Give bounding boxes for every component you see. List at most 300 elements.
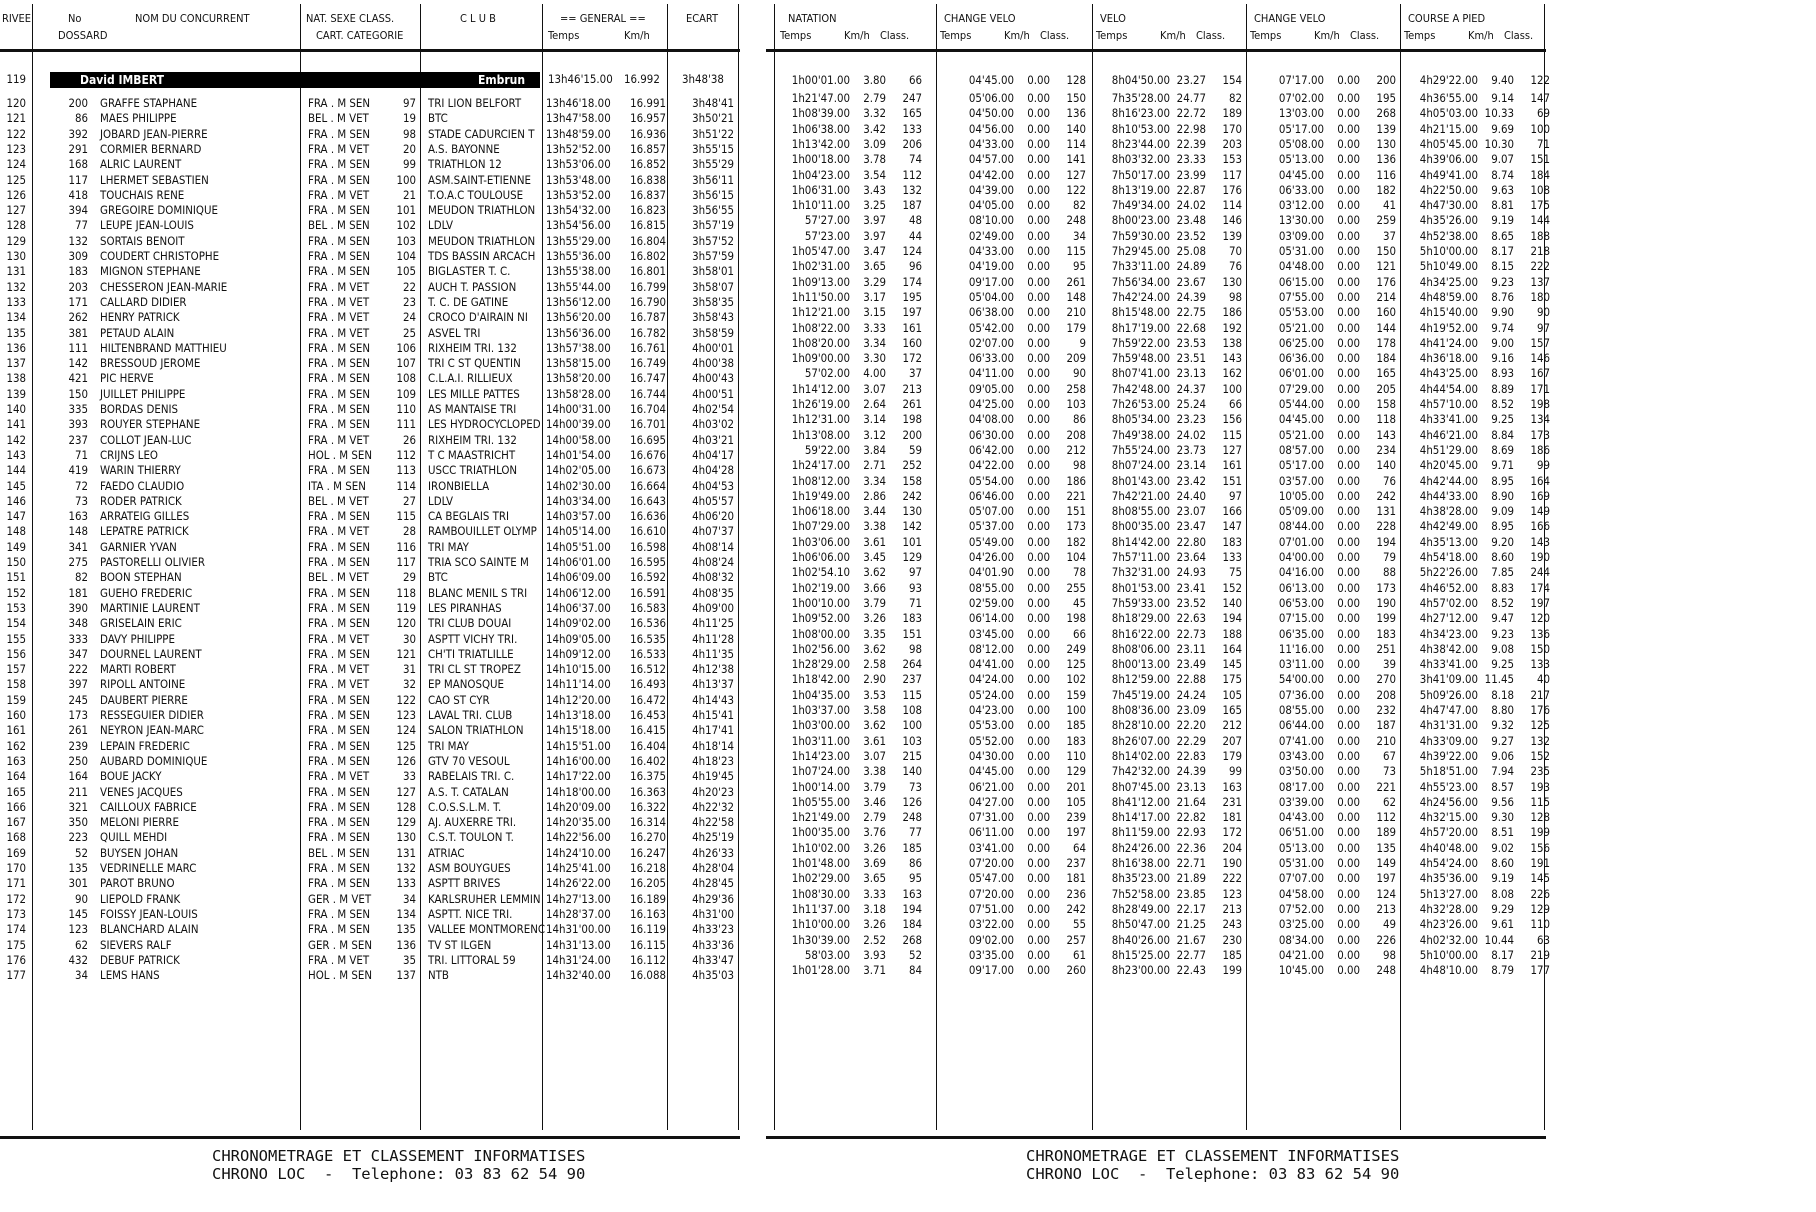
run-time: 4h44'54.00 [1419,381,1478,396]
swim-time: 1h00'14.00 [791,779,850,794]
run-time: 4h39'06.00 [1419,152,1478,167]
t2-time: 04'00.00 [1278,550,1324,564]
general-kmh: 16.992 [624,72,660,86]
subheader: Km/h [1160,29,1186,42]
run-kmh: 8.95 [1491,519,1514,534]
name: FAEDO CLAUDIO [100,478,185,493]
run-class: 167 [1530,366,1550,381]
swim-class: 242 [902,488,922,503]
nationality: FRA . M SEN [308,264,371,279]
t1-class: 110 [1066,748,1086,763]
t2-class: 118 [1376,412,1396,427]
bib: 335 [68,402,88,416]
general-kmh: 16.583 [630,600,666,615]
nationality: ITA . M SEN [308,478,366,493]
run-kmh: 8.93 [1491,366,1514,381]
run-kmh: 9.00 [1491,335,1514,350]
t1-kmh: 0.00 [1027,351,1050,366]
general-time: 13h46'18.00 [546,96,611,110]
club: ASPTT BRIVES [428,876,501,891]
swim-time: 1h11'37.00 [791,901,850,916]
name: TOUCHAIS RENE [100,187,185,202]
ecart: 4h08'14 [692,539,734,554]
ecart: 4h25'19 [692,830,734,845]
run-time: 4h05'03.00 [1419,106,1478,121]
t2-time: 10'45.00 [1278,963,1324,978]
club: CAO ST CYR [428,692,490,707]
t2-kmh: 0.00 [1337,794,1360,809]
club: ASM BOUYGUES [428,861,511,875]
t1-class: 237 [1066,856,1086,870]
run-kmh: 8.57 [1491,779,1514,794]
t1-time: 04'50.00 [968,106,1014,121]
general-time: 14h02'30.00 [546,478,611,493]
swim-class: 151 [902,626,922,641]
swim-kmh: 3.62 [863,718,886,733]
bib: 223 [68,830,88,845]
t2-class: 184 [1376,351,1396,366]
bike-kmh: 24.02 [1176,427,1206,442]
rank: 122 [6,126,26,141]
swim-class: 98 [908,641,922,656]
run-kmh: 9.61 [1491,917,1514,932]
rank: 127 [6,203,26,218]
general-kmh: 16.636 [630,509,666,524]
t2-time: 07'02.00 [1278,91,1324,105]
t2-class: 270 [1376,672,1396,687]
t2-class: 268 [1376,106,1396,121]
swim-kmh: 2.58 [863,657,886,672]
ecart: 4h22'58 [692,815,734,830]
header-name: NOM DU CONCURRENT [135,12,250,25]
swim-kmh: 2.90 [863,672,886,687]
name: SORTAIS BENOIT [100,233,185,248]
t1-time: 04'27.00 [968,794,1014,809]
general-kmh: 16.535 [630,631,666,646]
t1-kmh: 0.00 [1027,228,1050,243]
category-rank: 97 [402,96,416,110]
t2-time: 03'12.00 [1278,198,1324,213]
run-class: 157 [1530,335,1550,350]
t1-time: 04'24.00 [968,672,1014,687]
t2-class: 160 [1376,305,1396,320]
t1-class: 115 [1066,244,1086,258]
t2-time: 07'41.00 [1278,733,1324,748]
t1-time: 07'51.00 [968,901,1014,916]
run-kmh: 9.29 [1491,901,1514,916]
general-kmh: 16.744 [630,386,666,401]
swim-class: 160 [902,335,922,350]
rank: 156 [6,646,26,661]
nationality: FRA . M VET [308,310,370,325]
run-time: 4h47'30.00 [1419,198,1478,213]
t2-class: 210 [1376,733,1396,748]
ecart: 3h58'35 [692,294,734,309]
t1-time: 04'26.00 [968,550,1014,564]
general-kmh: 16.592 [630,570,666,585]
t2-time: 13'30.00 [1278,213,1324,228]
t2-kmh: 0.00 [1337,917,1360,932]
category-rank: 22 [402,279,416,294]
subheader: Class. [880,29,910,42]
run-kmh: 8.18 [1491,687,1514,702]
bike-time: 8h07'41.00 [1111,366,1170,381]
name: HENRY PATRICK [100,310,180,325]
t2-kmh: 0.00 [1337,91,1360,105]
swim-class: 140 [902,764,922,779]
t2-class: 37 [1382,228,1396,243]
club: LES PIRANHAS [428,600,502,615]
swim-time: 1h28'29.00 [791,657,850,672]
header-rank: RIVEE [2,12,32,25]
swim-time: 58'03.00 [804,947,850,962]
general-time: 13h55'29.00 [546,233,611,248]
run-kmh: 8.84 [1491,427,1514,442]
t2-class: 199 [1376,611,1396,626]
run-kmh: 8.81 [1491,198,1514,213]
nationality: BEL . M VET [308,570,369,585]
general-time: 14h03'34.00 [546,493,611,508]
run-kmh: 8.51 [1491,825,1514,840]
run-class: 97 [1536,320,1550,335]
t2-time: 13'03.00 [1278,106,1324,121]
category-rank: 121 [396,646,416,661]
t1-kmh: 0.00 [1027,856,1050,870]
t2-time: 06'44.00 [1278,718,1324,733]
header-bib: No [68,12,82,25]
bib: 394 [68,203,88,218]
category-rank: 111 [396,417,416,432]
t1-time: 05'04.00 [968,289,1014,304]
bike-kmh: 23.33 [1176,152,1206,167]
name: MELONI PIERRE [100,815,180,830]
general-kmh: 16.804 [630,233,666,248]
bike-class: 213 [1222,901,1242,916]
t2-class: 158 [1376,397,1396,411]
bike-kmh: 22.73 [1176,626,1206,641]
run-class: 149 [1530,504,1550,519]
rank: 160 [6,708,26,722]
run-class: 217 [1530,687,1550,702]
club: LES MILLE PATTES [428,386,520,401]
run-kmh: 10.33 [1484,106,1514,121]
name: QUILL MEHDI [100,830,168,845]
t2-time: 03'09.00 [1278,228,1324,243]
bike-kmh: 23.48 [1176,213,1206,228]
t1-time: 05'52.00 [968,733,1014,748]
club: BTC [428,111,448,126]
swim-kmh: 3.76 [863,825,886,840]
nationality: FRA . M SEN [308,126,371,141]
t1-time: 05'37.00 [968,519,1014,534]
header-divider [766,49,1546,52]
bike-time: 8h11'59.00 [1111,825,1170,840]
swim-kmh: 3.47 [863,244,886,258]
swim-class: 264 [902,657,922,672]
bike-time: 8h05'34.00 [1111,412,1170,427]
t1-kmh: 0.00 [1027,213,1050,228]
category-rank: 31 [402,662,416,677]
run-time: 4h36'55.00 [1419,91,1478,105]
rank: 161 [6,723,26,738]
swim-kmh: 3.35 [863,626,886,641]
category-rank: 115 [396,509,416,524]
t2-time: 04'45.00 [1278,412,1324,427]
header-swim: NATATION [788,12,837,25]
t1-kmh: 0.00 [1027,442,1050,457]
t1-time: 04'11.00 [968,366,1014,381]
t2-kmh: 0.00 [1337,305,1360,320]
club: SALON TRIATHLON [428,723,524,738]
run-kmh: 10.44 [1484,932,1514,947]
t1-class: 82 [1072,198,1086,213]
bike-kmh: 23.85 [1176,886,1206,901]
run-class: 110 [1530,917,1550,932]
run-kmh: 9.14 [1491,91,1514,105]
club: IRONBIELLA [428,478,490,493]
club: VALLEE MONTMORENC [428,922,546,937]
category-rank: 119 [396,600,416,615]
t1-time: 04'25.00 [968,397,1014,411]
bike-kmh: 22.71 [1176,856,1206,870]
rank: 141 [6,417,26,432]
swim-kmh: 3.65 [863,259,886,274]
club: A.S. BAYONNE [428,141,500,156]
bike-kmh: 22.36 [1176,840,1206,855]
bib: 52 [74,845,88,860]
swim-kmh: 3.33 [863,320,886,335]
category-rank: 120 [396,616,416,631]
t2-class: 228 [1376,519,1396,534]
run-class: 150 [1530,641,1550,656]
bib: 245 [68,692,88,707]
ecart: 3h58'43 [692,310,734,325]
run-time: 4h54'24.00 [1419,856,1478,870]
bike-class: 153 [1222,152,1242,167]
club: RAMBOUILLET OLYMP [428,524,537,539]
swim-kmh: 2.71 [863,458,886,473]
bib: 347 [68,646,88,661]
t1-class: 258 [1066,381,1086,396]
bike-time: 8h28'49.00 [1111,901,1170,916]
general-time: 13h58'15.00 [546,356,611,371]
ecart: 4h04'28 [692,463,734,478]
name: RODER PATRICK [100,493,182,508]
t2-kmh: 0.00 [1337,213,1360,228]
bike-class: 189 [1222,106,1242,121]
t1-kmh: 0.00 [1027,947,1050,962]
t1-class: 159 [1066,687,1086,702]
swim-kmh: 3.14 [863,412,886,427]
general-time: 13h54'56.00 [546,218,611,233]
bike-time: 7h59'48.00 [1111,351,1170,366]
name: WARIN THIERRY [100,463,181,478]
header-nat: NAT. SEXE CLASS. [306,12,395,25]
swim-time: 1h11'50.00 [791,289,850,304]
t2-kmh: 0.00 [1337,595,1360,610]
t1-class: 212 [1066,442,1086,457]
t2-kmh: 0.00 [1337,810,1360,825]
category-rank: 108 [396,371,416,386]
bike-class: 70 [1228,244,1242,258]
bike-time: 7h49'34.00 [1111,198,1170,213]
t2-kmh: 0.00 [1337,320,1360,335]
t2-class: 124 [1376,886,1396,901]
club: C.O.S.S.L.M. T. [428,799,502,814]
t2-time: 05'21.00 [1278,320,1324,335]
general-kmh: 16.247 [630,845,666,860]
general-time: 14h06'37.00 [546,600,611,615]
run-class: 137 [1530,274,1550,289]
club: TRI CL ST TROPEZ [428,662,521,677]
t1-time: 05'47.00 [968,871,1014,886]
t2-class: 121 [1376,259,1396,274]
bib: 200 [68,96,88,110]
t1-time: 06'42.00 [968,442,1014,457]
general-kmh: 16.375 [630,769,666,784]
rank: 174 [6,922,26,937]
category-rank: 35 [402,952,416,967]
general-kmh: 16.790 [630,294,666,309]
bike-kmh: 22.29 [1176,733,1206,748]
t2-class: 178 [1376,335,1396,350]
ecart: 4h00'01 [692,340,734,355]
bike-class: 186 [1222,305,1242,320]
bike-class: 207 [1222,733,1242,748]
general-time: 13h52'52.00 [546,141,611,156]
run-time: 4h27'12.00 [1419,611,1478,626]
category-rank: 134 [396,906,416,921]
bike-class: 243 [1222,917,1242,932]
t2-time: 07'01.00 [1278,534,1324,549]
nationality: FRA . M SEN [308,906,371,921]
rank: 154 [6,616,26,631]
bike-time: 8h08'06.00 [1111,641,1170,656]
nationality: FRA . M SEN [308,753,371,768]
t1-kmh: 0.00 [1027,534,1050,549]
t1-class: 102 [1066,672,1086,687]
bike-time: 7h59'33.00 [1111,595,1170,610]
t1-time: 09'17.00 [968,274,1014,289]
t2-class: 187 [1376,718,1396,733]
swim-kmh: 3.66 [863,580,886,595]
t2-time: 05'17.00 [1278,121,1324,136]
general-kmh: 16.270 [630,830,666,845]
rank: 146 [6,493,26,508]
general-kmh: 16.402 [630,753,666,768]
bike-kmh: 23.49 [1176,657,1206,672]
club: ASPTT VICHY TRI. [428,631,518,646]
bike-class: 66 [1228,397,1242,411]
bike-class: 145 [1222,657,1242,672]
t2-kmh: 0.00 [1337,228,1360,243]
run-class: 115 [1530,794,1550,809]
run-time: 4h32'28.00 [1419,901,1478,916]
general-kmh: 16.787 [630,310,666,325]
general-kmh: 16.801 [630,264,666,279]
t1-kmh: 0.00 [1027,917,1050,932]
club: TRI LION BELFORT [428,96,522,110]
t2-time: 07'15.00 [1278,611,1324,626]
category-rank: 34 [402,891,416,906]
club: CH'TI TRIATLILLE [428,646,514,661]
swim-time: 1h10'00.00 [791,917,850,932]
t2-class: 139 [1376,121,1396,136]
rank: 134 [6,310,26,325]
t1-class: 95 [1072,259,1086,274]
t2-class: 232 [1376,703,1396,717]
t1-class: 150 [1066,91,1086,105]
t1-time: 06'38.00 [968,305,1014,320]
run-class: 152 [1530,748,1550,763]
swim-class: 66 [908,73,922,87]
bike-time: 7h42'32.00 [1111,764,1170,779]
swim-time: 1h00'01.00 [791,73,850,87]
swim-time: 1h13'08.00 [791,427,850,442]
t1-time: 03'41.00 [968,840,1014,855]
run-class: 128 [1530,810,1550,825]
run-time: 4h40'48.00 [1419,840,1478,855]
rank: 158 [6,677,26,692]
bike-kmh: 24.40 [1176,488,1206,503]
run-time: 4h38'42.00 [1419,641,1478,656]
swim-class: 115 [902,687,922,702]
t1-kmh: 0.00 [1027,595,1050,610]
run-kmh: 8.95 [1491,473,1514,488]
bike-kmh: 24.02 [1176,198,1206,213]
t1-kmh: 0.00 [1027,504,1050,519]
rank: 157 [6,662,26,677]
run-time: 4h48'10.00 [1419,963,1478,978]
bike-kmh: 22.88 [1176,672,1206,687]
bike-kmh: 23.52 [1176,595,1206,610]
general-kmh: 16.493 [630,677,666,692]
general-time: 14h15'18.00 [546,723,611,738]
swim-time: 1h02'31.00 [791,259,850,274]
category-rank: 33 [402,769,416,784]
bike-kmh: 24.39 [1176,289,1206,304]
nationality: FRA . M SEN [308,585,371,600]
general-kmh: 16.701 [630,417,666,432]
nationality: GER . M SEN [308,937,373,952]
bib: 73 [74,493,88,508]
general-kmh: 16.363 [630,784,666,799]
bike-kmh: 22.17 [1176,901,1206,916]
rank: 129 [6,233,26,248]
t1-class: 122 [1066,182,1086,197]
bib: 418 [68,187,88,202]
bike-time: 8h16'23.00 [1111,106,1170,121]
t1-time: 04'01.90 [968,565,1014,580]
rank: 153 [6,600,26,615]
swim-time: 1h08'12.00 [791,473,850,488]
t1-class: 148 [1066,289,1086,304]
t2-class: 221 [1376,779,1396,794]
general-time: 14h24'10.00 [546,845,611,860]
t2-class: 189 [1376,825,1396,840]
bib: 350 [68,815,88,830]
bike-time: 7h26'53.00 [1111,397,1170,411]
rank: 132 [6,279,26,294]
t1-kmh: 0.00 [1027,91,1050,105]
t1-kmh: 0.00 [1027,198,1050,213]
bike-time: 8h01'43.00 [1111,473,1170,488]
t2-kmh: 0.00 [1337,259,1360,274]
swim-class: 195 [902,289,922,304]
general-time: 13h56'20.00 [546,310,611,325]
name: CORMIER BERNARD [100,141,202,156]
swim-class: 268 [902,932,922,947]
